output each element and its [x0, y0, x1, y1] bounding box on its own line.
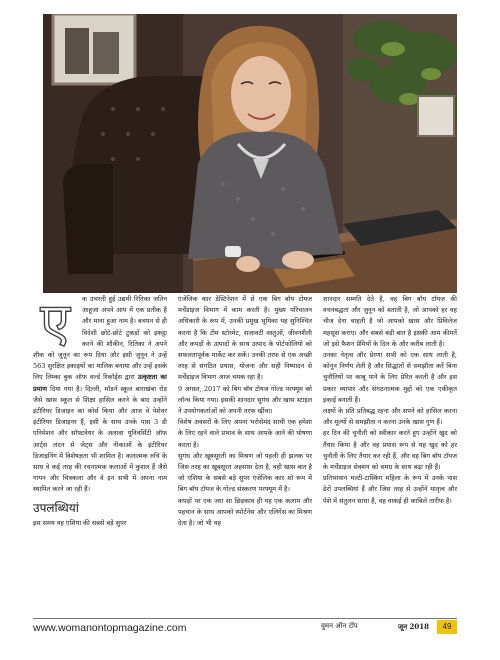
article-column-3: [323, 294, 457, 616]
paragraph: प्रतिभावान मल्टी-टास्किंग महिला के रूप में उनके पास ढेरों उपलब्धियां हैं और जिस तरह से उन्होंने मातृत्व और पेशे में संतुलन साधा है, वह वाकई ही काबिले तारीफ है।: [323, 474, 457, 505]
magazine-name: वुमन ऑन टॉप: [321, 622, 358, 630]
paragraph: कपड़ों पर एक जरा सा छिड़काव ही यह एक कलाम और पहचान के साथ आपको स्पोर्टनेस और एलिगेंस का मिश्रण देता है। जो भी यह: [178, 496, 312, 528]
paragraph: शानदार सम्मति देते है, वह बिग बॉय टॉयज की वचनबद्धता और जुनून को बताती है, जो आपको हर वह चीज देना चाहती है जो आपको खास और प्रिविलेज महसूस कराए। और सबसे बड़ी बात है इसकी आम कीमतें जो इसे फैशन प्रेमियों के दिल के और करीब लाती है।: [323, 295, 457, 348]
paragraph: सुगंध और खूबसूरती का मिश्रण जो पहली ही झलक पर जिस तरह का खूबसूरत अहसास देता है, वही खास बात है जो एशिया के सबसे बड़े सुपर एंजेलिक कार शो रूम में बिग बॉय टॉयज के गोल्ड संस्करण परफ्यूम में है।: [178, 451, 312, 494]
feature-photo: [43, 14, 457, 293]
paragraph: उनका नेतृत्व और प्रेरणा सभी को एक साथ लाती है, कोनून निर्णय लेती है और सिद्धांतों से समझौता करें बिना चुनौतियों पर काबू पाने के लिए प्रेरित करती है और इस प्रकार व्यापार और संगठनात्मक मुद्दों को एक एकीकृत इकाई बनाती हैं।: [323, 351, 457, 404]
page-number-badge: 49: [437, 620, 457, 634]
page-footer: [33, 618, 457, 637]
paragraph: हर दिन की चुनौती को स्वीकार करते हुए उन्होंने खुद को तैयार किया है और वह प्रयास रूप से यह खुद को हर चुनौती के लिए तैयार कर रही हैं, और वह बिग बॉय टॉयज के मर्चेंडाइज सेक्शन को समग्र के साथ बढ़ा रही हैं।: [323, 429, 457, 472]
drop-cap: ए: [40, 294, 70, 354]
paragraph: एंजेलिक कार डेस्टिनेशन में से एक बिग बॉय टोयज मर्चेंडाइज विभाग में काम करती है। मुख्य परिचालन अधिकारी के रूप में, उनकी प्रमुख भूमिका यह सुनिश्चित करना है कि टीम स्टोरमेट, सजावटी वस्तुओं, जीवनशैली और कपड़ों के उत्पादों के साथ उत्पाद के पोर्टफोलियो को सफलतापूर्वक मार्केट कर सकें। उनकी तरफ से एक अच्छी तरह से संगठित प्रयास, योजना और सही निष्पादन से मर्चेंडाइज विभाग आज चमक रहा है।: [178, 295, 312, 382]
paragraph-text: दिया गया है। दिल्ली, मॉडर्न स्कूल बाराखंबा रोड जैसे खास स्कूल से शिक्षा हासिल करने के बाद उन्होंने इंटीरियर डिजाइन का कोर्स किया और आज वे पेशेवर इंटीरियर डिजाइनर हैं, इसी के साथ उनके पास 3 डी एनिमेशन और सॉफ्टवेयर के अलावा यूनिवर्सिटी ऑफ आर्ट्स लंदन से जेट्स और नीकाओं के इंटीरियर डिजाइनिंग में विशेषज्ञता भी शामिल है। कलात्मक रुचि के साथ वे कई तरह की रचनात्मक कलाओं में कुशल हैं जैसे गायन और चित्रकला और वे इन सभी में अपना नाम स्थापित करने जा रही हैं।: [33, 384, 167, 494]
paragraph: लक्ष्यों के प्रति प्रतिबद्ध रहना और सपने को हासिल करना और मूल्यों से समझौता न करना उनके खास गुण हैं।: [323, 407, 457, 427]
paragraph-text: क उभरती हुई उद्यमी रितिका जतिन आहूजा अपने आप में एक प्रतीक है और माना हुआ नाम है। बचपन से ही विदेशी छोटे-छोटे टुकड़ों को इकट्ठा करने की शौकीन, रितिका ने अपने शौक को जुनून का रूप दिया और इसी जुनून ने उन्हें 563 सुरक्षित इकाइयों का मालिक बनाया और उन्हें इसके लिए लिम्का बुक ऑफ वर्ल्ड रिकॉर्ड्स द्वारा: [33, 295, 167, 382]
article-column-1: [33, 294, 167, 616]
article-column-2: [178, 294, 312, 616]
paragraph: इस समय वह एशिया की सबसे बड़े सुपर: [33, 518, 127, 527]
highlighted-phrase: उत्कृष्टता का प्रमाण: [33, 373, 167, 393]
website-url[interactable]: www.womanontopmagazine.com: [33, 622, 187, 634]
paragraph: विशेष अवसरों के लिए अपना भरोसेमंद साथी एक हमेशा के लिए रहने वाले प्रभाव के साथ आपके आने की घोषणा करता है।: [178, 418, 312, 449]
article-body: [33, 294, 457, 616]
section-heading: उपलब्धियां: [33, 500, 79, 515]
paragraph: 9 अगस्त, 2017 को बिग बॉय टोयज गोल्ड परफ्यूम को लॉन्च किया गया। इसकी शानदार सुगंध और खास स्टाइल ने उपयोगकर्ताओं को अपनी तरफ खींचा।: [178, 384, 312, 416]
photo-illustration: [43, 14, 457, 293]
issue-date: जून 2018: [398, 622, 429, 631]
